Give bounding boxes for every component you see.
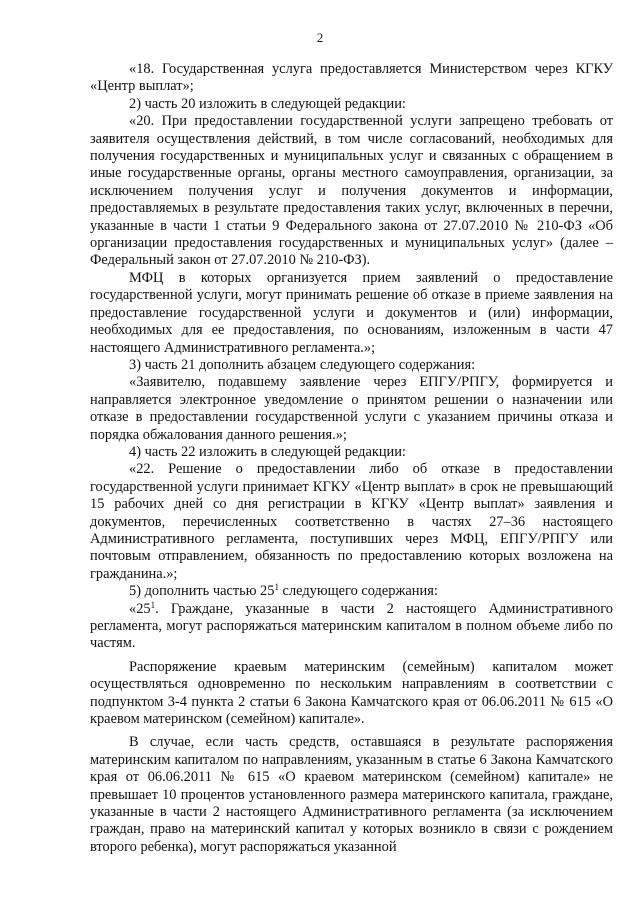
paragraph: 4) часть 22 изложить в следующей редакции: xyxy=(129,443,406,460)
paragraph: 3) часть 21 дополнить абзацем следующего содержания: xyxy=(129,356,476,373)
superscript: 1 xyxy=(150,599,156,610)
paragraph-text: 5) дополнить частью 25 xyxy=(129,583,275,600)
document-body xyxy=(90,61,613,856)
paragraph-text: следующего содержания: xyxy=(278,583,438,600)
paragraph: «20. При предоставлении государственной услуги запрещено требовать от заявителя осуществления действий, в том числе согласований, необходимых для получения государственных и муниципальных услуг и связанных с обращением в иные государственные органы, органы местного самоуправления, организации, за исключением получения услуг и получения документов и информации, предоставляемых в результате предоставления таких услуг, включенных в перечни, указанные в части 1 статьи 9 Федерального закона от 27.07.2010 № 210-ФЗ «Об организации предоставления государственных и муниципальных услуг» (далее – Федеральный закон от 27.07.2010 № 210-ФЗ). xyxy=(90,113,613,269)
paragraph: В случае, если часть средств, оставшаяся в результате распоряжения материнским капиталом по направлениям, указанным в статье 6 Закона Камчатского края от 06.06.2011 № 615 «О краевом материнском (семейном) капитале» не превышает 10 процентов установленного размера материнского капитала, граждане, указанные в части 2 настоящего Административного регламента (за исключением граждан, право на материнский капитал у которых возникло в связи с рождением второго ребенка), могут распоряжаться указанной xyxy=(90,734,613,855)
paragraph xyxy=(90,583,613,600)
paragraph: «Заявителю, подавшему заявление через ЕПГУ/РПГУ, формируется и направляется электронное уведомление о принятом решении о назначении или отказе в предоставлении государственной услуги с указанием причины отказа и порядка обжалования данного решения.»; xyxy=(90,374,613,443)
paragraph: МФЦ в которых организуется прием заявлений о предоставление государственной услуги, могут принимать решение об отказе в приеме заявления на предоставление государственной услуги и документов и (или) информации, необходимых для ее предоставления, по основаниям, изложенным в части 47 настоящего Административного регламента.»; xyxy=(90,269,613,356)
paragraph-text: «25 xyxy=(129,600,151,617)
paragraph xyxy=(90,601,613,653)
paragraph-text: . Граждане, указанные в части 2 настоящего Административного регламента, могут распоряжаться материнским капиталом в полном объеме либо по частям. xyxy=(90,600,613,652)
page-number: 2 xyxy=(316,30,324,45)
paragraph: «18. Государственная услуга предоставляется Министерством через КГКУ «Центр выплат»; xyxy=(90,61,613,95)
paragraph: 2) часть 20 изложить в следующей редакции: xyxy=(129,95,406,112)
paragraph: Распоряжение краевым материнским (семейным) капиталом может осуществляться одновременно по нескольким направлениям в соответствии с подпунктом 3-4 пункта 2 статьи 6 Закона Камчатского края от 06.06.2011 № 615 «О краевом материнском (семейном) капитале». xyxy=(90,658,613,728)
paragraph: «22. Решение о предоставлении либо об отказе в предоставлении государственной услуги принимает КГКУ «Центр выплат» в срок не превышающий 15 рабочих дней со дня регистрации в КГКУ «Центр выплат» заявления и документов, перечисленных соответственно в частях 27–36 настоящего Административного регламента, поступивших через МФЦ, ЕПГУ/РПГУ или почтовым отправлением, обязанность по предоставлению которых возложена на гражданина.»; xyxy=(90,461,613,582)
superscript: 1 xyxy=(274,582,279,593)
